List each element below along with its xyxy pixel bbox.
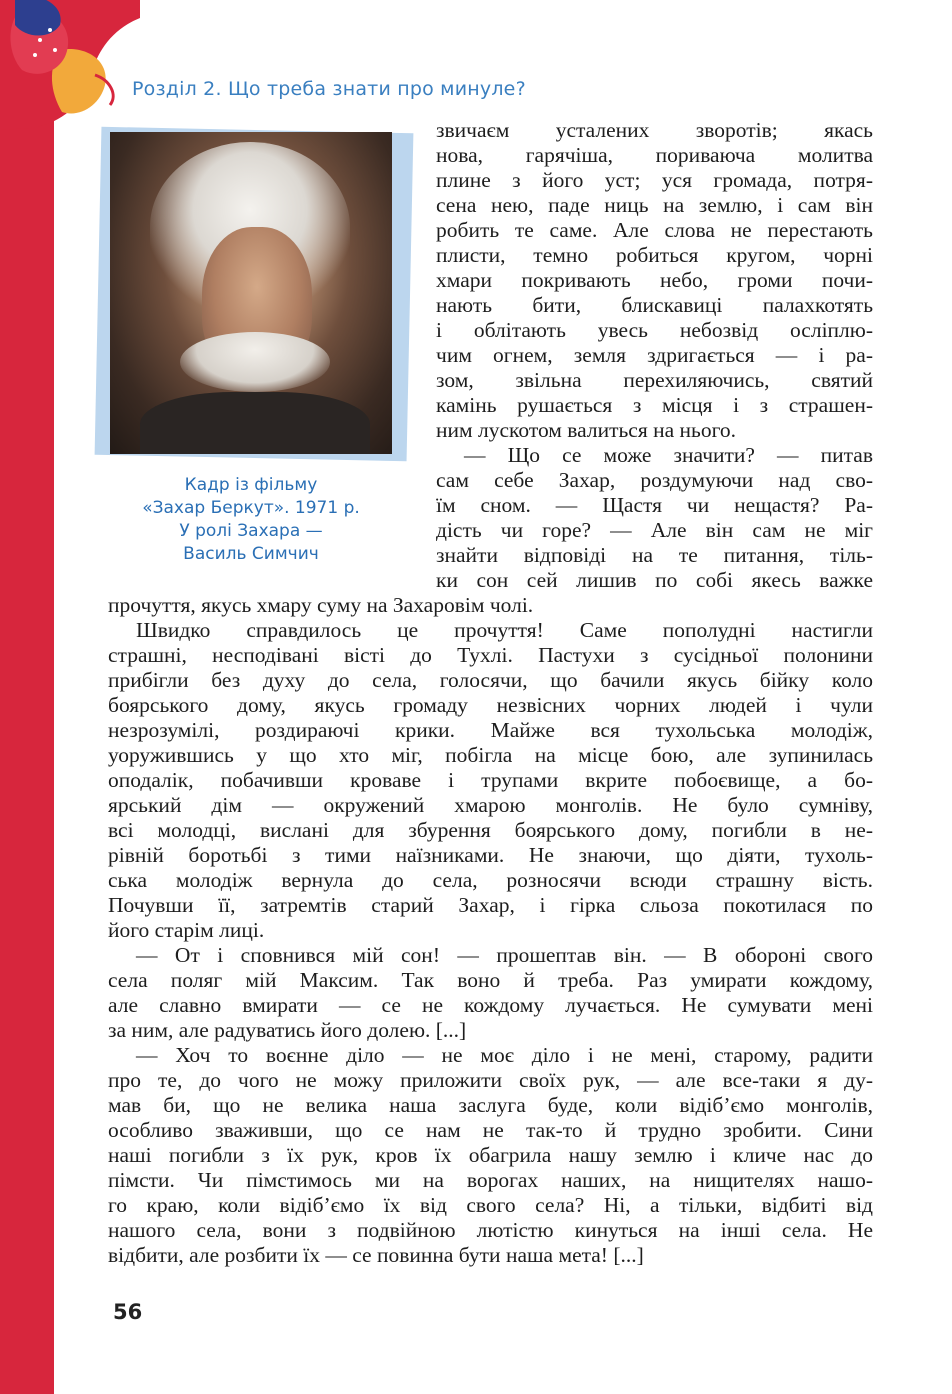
- text-line: дість чи горе? — Але він сам не міг: [436, 518, 873, 542]
- text-line: чим огнем, земля здригається — і ра-: [436, 343, 873, 367]
- text-line: го краю, коли відіб’ємо їх від свого села? Ні, а тільки, відбиті від: [108, 1193, 873, 1217]
- text-line: мав би, що не велика наша заслуга буде, коли відіб’ємо монголів,: [108, 1093, 873, 1117]
- text-line: села поляг мій Максим. Так воно й треба. Раз умирати кождому,: [108, 968, 873, 992]
- caption-line: «Захар Беркут». 1971 р.: [142, 498, 360, 518]
- page-number: 56: [113, 1300, 143, 1324]
- text-line: знайти відповіді на те питання, тіль-: [436, 543, 873, 567]
- text-line: Почувши її, затремтів старий Захар, і гірка сльоза покотилася по: [108, 893, 873, 917]
- text-line: ярський дім — окружений хмарою монголів. Не було сумніву,: [108, 793, 873, 817]
- text-line: камінь рушається з місця і з страшен-: [436, 393, 873, 417]
- text-line: незрозумілі, роздираючі крики. Майже вся тухольська молодіж,: [108, 718, 873, 742]
- text-line: ська молодіж вернула до села, розносячи всюди страшну вість.: [108, 868, 873, 892]
- text-line: робить те саме. Але слова не перестають: [436, 218, 873, 242]
- corner-decoration: [0, 0, 140, 130]
- text-line: нова, гарячіша, пориваюча молитва: [436, 143, 873, 167]
- text-line: хмари покривають небо, громи почи-: [436, 268, 873, 292]
- caption-line: Кадр із фільму: [184, 475, 318, 495]
- text-line: всі молодці, вислані для збурення боярського дому, погибли в не-: [108, 818, 873, 842]
- text-line: страшні, несподівані вісті до Тухлі. Пастухи з сусідньої полонини: [108, 643, 873, 667]
- left-decorative-band: [0, 0, 54, 1394]
- text-line: — Що се може значити? — питав: [464, 443, 873, 467]
- text-line: прочуття, якусь хмару суму на Захаровім чолі.: [108, 593, 534, 617]
- text-line: і облітають увесь небозвід осліплю-: [436, 318, 873, 342]
- section-title: Розділ 2. Що треба знати про минуле?: [132, 78, 526, 100]
- text-line: рівній боротьбі з тими наїзниками. Не знаючи, що діяти, тухоль-: [108, 843, 873, 867]
- body-text-right-column: [436, 118, 873, 593]
- text-line: нають бити, блискавиці палахкотять: [436, 293, 873, 317]
- text-line: але славно вмирати — се не кождому лучається. Не сумувати мені: [108, 993, 873, 1017]
- text-line: їм сном. — Щастя чи нещастя? Ра-: [436, 493, 873, 517]
- text-line: — От і сповнився мій сон! — прошептав він. — В обороні свого: [136, 943, 873, 967]
- text-line: оподалік, побачивши кроваве і трупами вкрите побоєвище, а бо-: [108, 768, 873, 792]
- text-line: особливо зваживши, що се нам не так-то й трудно зробити. Сини: [108, 1118, 873, 1142]
- text-line: наші погибли з їх рук, кров їх обагрила нашу землю і кличе нас до: [108, 1143, 873, 1167]
- text-line: боярського дому, якусь громаду незвісних чорних людей і чули: [108, 693, 873, 717]
- text-line: пімсти. Чи пімстимось ми на ворогах наших, на нищителях нашо-: [108, 1168, 873, 1192]
- text-line: прибігли без духу до села, голосячи, що бачили якусь бійку коло: [108, 668, 873, 692]
- text-line: сена нею, паде ниць на землю, і сам він: [436, 193, 873, 217]
- text-line: про те, до чого не можу приложити своїх рук, — але все-таки я ду-: [108, 1068, 873, 1092]
- film-still-photo: [110, 132, 392, 454]
- body-text-full-width: [108, 593, 873, 1268]
- text-line: відбити, але розбити їх — се повинна бути наша мета! [...]: [108, 1243, 644, 1267]
- text-line: сам себе Захар, роздумуючи над сво-: [436, 468, 873, 492]
- photo-caption: [120, 474, 382, 566]
- text-line: за ним, але радуватись його долею. [...]: [108, 1018, 467, 1042]
- text-line: плине з його уст; уся громада, потря-: [436, 168, 873, 192]
- text-line: Швидко справдилось це прочуття! Саме пополудні настигли: [136, 618, 873, 642]
- text-line: зом, звільна перехиляючись, святий: [436, 368, 873, 392]
- text-line: уоружившись у що хто міг, побігла на місце бою, але зупинилась: [108, 743, 873, 767]
- caption-line: У ролі Захара —: [179, 521, 323, 541]
- text-line: плисти, темно робиться кругом, чорні: [436, 243, 873, 267]
- text-line: звичаєм усталених зворотів; якась: [436, 118, 873, 142]
- text-line: ки сон сей лишив по собі якесь важке: [436, 568, 873, 592]
- text-line: ним лускотом валиться на нього.: [436, 418, 737, 442]
- caption-line: Василь Симчич: [183, 544, 319, 564]
- text-line: — Хоч то воєнне діло — не моє діло і не мені, старому, радити: [136, 1043, 873, 1067]
- text-line: нашого села, вони з подвійною лютістю кинуться на інші села. Не: [108, 1218, 873, 1242]
- text-line: його старім лиці.: [108, 918, 265, 942]
